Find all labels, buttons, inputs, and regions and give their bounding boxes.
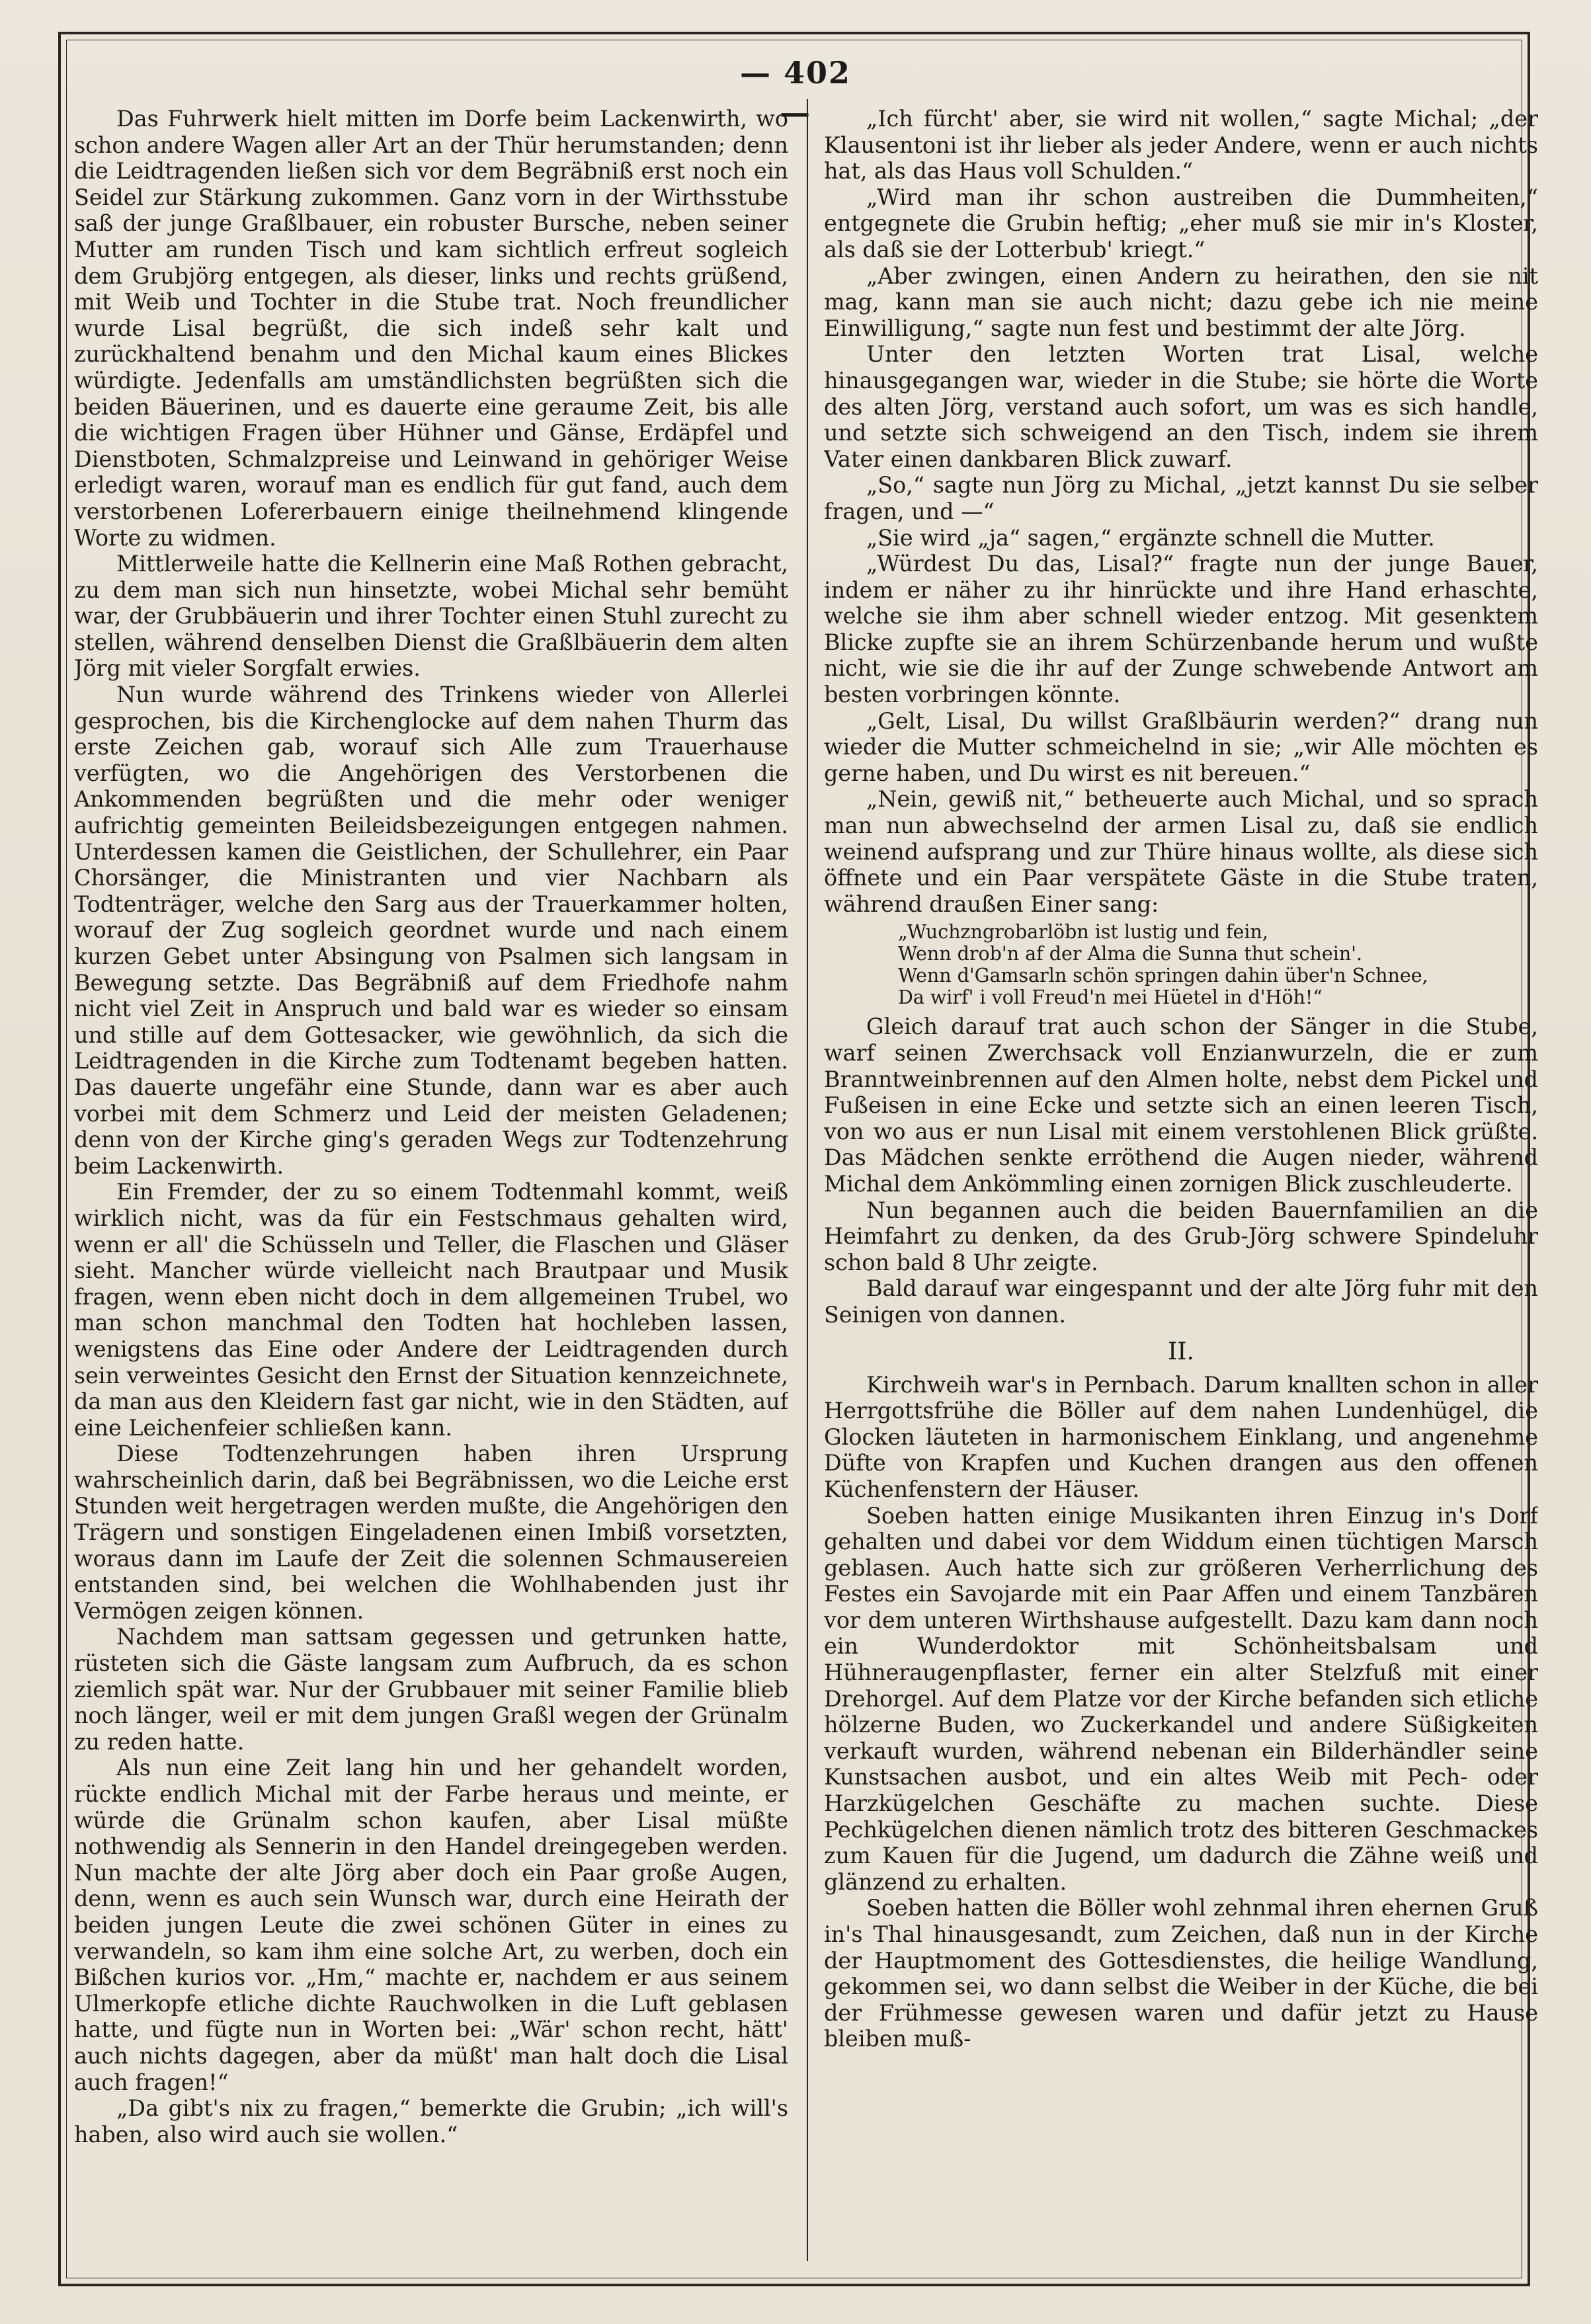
verse-line: „Wuchzngrobarlöbn ist lustig und fein, <box>898 921 1268 943</box>
paragraph: Mittlerweile hatte die Kellnerin eine Maß Rothen gebracht, zu dem man sich nun hinsetzte, wobei Michal sehr bemüht war, der Grubbäuerin und ihrer Tochter einen Stuhl zurecht zu stellen, während denselben Dienst die Graßlbäuerin dem alten Jörg mit vieler Sorgfalt erwies. <box>74 551 788 682</box>
paragraph: „So,“ sagte nun Jörg zu Michal, „jetzt kannst Du sie selber fragen, und —“ <box>824 472 1538 524</box>
paragraph: Soeben hatten einige Musikanten ihren Einzug in's Dorf gehalten und dabei vor dem Widdum einen tüchtigen Marsch geblasen. Auch hatte sich zur größeren Verherrlichung des Festes ein Savojarde mit ein Paar Affen und einem Tanzbären vor dem unteren Wirthshause aufgestellt. Dazu kam dann noch ein Wunderdoktor mit Schönheitsbalsam und Hühneraugenpflaster, ferner ein alter Stelzfuß mit einer Drehorgel. Auf dem Platze vor der Kirche befanden sich etliche hölzerne Buden, wo Zuckerkandel und andere Süßigkeiten verkauft wurden, während nebenan ein Bilderhändler seine Kunstsachen ausbot, und ein altes Weib mit Pech- oder Harzkügelchen Geschäfte zu machen suchte. Diese Pechkügelchen dienen nämlich trotz des bitteren Geschmackes zum Kauen für die Jugend, um dadurch die Zähne weiß und glänzend zu erhalten. <box>824 1502 1538 1895</box>
paragraph: Ein Fremder, der zu so einem Todtenmahl kommt, weiß wirklich nicht, was da für ein Festschmaus gehalten wird, wenn er all' die Schüsseln und Teller, die Flaschen und Gläser sieht. Mancher würde vielleicht nach Brautpaar und Musik fragen, wenn eben nicht doch in dem allgemeinen Trubel, wo man schon manchmal den Todten hat hochleben lassen, wenigstens das Eine oder Andere der Leidtragenden durch sein verweintes Gesicht den Ernst der Situation kennzeichnete, da man aus den Kleidern fast gar nicht, wie in den Städten, auf eine Leichenfeier schließen kann. <box>74 1179 788 1441</box>
section-heading: II. <box>1168 1338 1194 1365</box>
paragraph: Nachdem man sattsam gegessen und getrunken hatte, rüsteten sich die Gäste langsam zum Aufbruch, da es schon ziemlich spät war. Nur der Grubbauer mit seiner Familie blieb noch länger, weil er mit dem jungen Graßl wegen der Grünalm zu reden hatte. <box>74 1624 788 1755</box>
paragraph: Nun begannen auch die beiden Bauernfamilien an die Heimfahrt zu denken, da des Grub-Jörg schwere Spindeluhr schon bald 8 Uhr zeigte. <box>824 1197 1538 1275</box>
paragraph: Soeben hatten die Böller wohl zehnmal ihren ehernen Gruß in's Thal hinausgesandt, zum Zeichen, daß nun in der Kirche der Hauptmoment des Gottesdienstes, die heilige Wandlung, gekommen sei, wo dann selbst die Weiber in der Küche, die bei der Frühmesse gewesen waren und dafür jetzt zu Hause bleiben muß- <box>824 1895 1538 2052</box>
paragraph: Unter den letzten Worten trat Lisal, welche hinausgegangen war, wieder in die Stube; sie hörte die Worte des alten Jörg, verstand auch sofort, um was es sich handle, und setzte sich schweigend an den Tisch, indem sie ihrem Vater einen dankbaren Blick zuwarf. <box>824 341 1538 472</box>
paragraph: „Würdest Du das, Lisal?“ fragte nun der junge Bauer, indem er näher zu ihr hinrückte und ihre Hand erhaschte, welche sie ihm aber schnell wieder entzog. Mit gesenktem Blicke zupfte sie an ihrem Schürzenbande herum und wußte nicht, wie sie die ihr auf der Zunge schwebende Antwort am besten vorbringen könnte. <box>824 551 1538 708</box>
paragraph: Nun wurde während des Trinkens wieder von Allerlei gesprochen, bis die Kirchenglocke auf dem nahen Thurm das erste Zeichen gab, worauf sich Alle zum Trauerhause verfügten, wo die Angehörigen des Verstorbenen die Ankommenden begrüßten und die mehr oder weniger aufrichtig gemeinten Beileidsbezeigungen entgegen nahmen. Unterdessen kamen die Geistlichen, der Schullehrer, ein Paar Chorsänger, die Ministranten und vier Nachbarn als Todtenträger, welche den Sarg aus der Trauerkammer holten, worauf der Zug sogleich geordnet wurde und nach einem kurzen Gebet unter Absingung von Psalmen sich langsam in Bewegung setzte. Das Begräbniß auf dem Friedhofe nahm nicht viel Zeit in Anspruch und bald war es wieder so einsam und stille auf dem Gottesacker, wie gewöhnlich, da sich die Leidtragenden in die Kirche zum Todtenamt begeben hatten. Das dauerte ungefähr eine Stunde, dann war es aber auch vorbei mit dem Schmerz und Leid der meisten Geladenen; denn von der Kirche ging's geraden Wegs zur Todtenzehrung beim Lackenwirth. <box>74 682 788 1179</box>
paragraph: Bald darauf war eingespannt und der alte Jörg fuhr mit den Seinigen von dannen. <box>824 1275 1538 1328</box>
page-number: — 402 — <box>739 55 852 130</box>
paragraph: „Da gibt's nix zu fragen,“ bemerkte die Grubin; „ich will's haben, also wird auch sie wollen.“ <box>74 2095 788 2147</box>
column-divider <box>807 99 808 2261</box>
paragraph: Kirchweih war's in Pernbach. Darum knallten schon in aller Herrgottsfrühe die Böller auf dem nahen Lundenhügel, die Glocken läuteten in harmonischem Einklang, und angenehme Düfte von Krapfen und Kuchen drangen aus den offenen Küchenfenstern der Häuser. <box>824 1371 1538 1502</box>
paragraph: Gleich darauf trat auch schon der Sänger in die Stube, warf seinen Zwerchsack voll Enzianwurzeln, die er zum Branntweinbrennen auf den Almen holte, nebst dem Pickel und Fußeisen in eine Ecke und setzte sich an einen leeren Tisch, von wo aus er nun Lisal mit einem verstohlenen Blick grüßte. Das Mädchen senkte erröthend die Augen nieder, während Michal dem Ankömmling einen zornigen Blick zuschleuderte. <box>824 1014 1538 1197</box>
paragraph: „Gelt, Lisal, Du willst Graßlbäurin werden?“ drang nun wieder die Mutter schmeichelnd in sie; „wir Alle möchten es gerne haben, und Du wirst es nit bereuen.“ <box>824 707 1538 786</box>
paragraph: „Ich fürcht' aber, sie wird nit wollen,“ sagte Michal; „der Klausentoni ist ihr lieber als jeder Andere, wenn er auch nichts hat, als das Haus voll Schulden.“ <box>824 106 1538 184</box>
paragraph: Das Fuhrwerk hielt mitten im Dorfe beim Lackenwirth, wo schon andere Wagen aller Art an der Thür herumstanden; denn die Leidtragenden ließen sich vor dem Begräbniß erst noch ein Seidel zur Stärkung zukommen. Ganz vorn in der Wirthsstube saß der junge Graßlbauer, ein robuster Bursche, neben seiner Mutter am runden Tisch und kam sichtlich erfreut sogleich dem Grubjörg entgegen, als dieser, links und rechts grüßend, mit Weib und Tochter in die Stube trat. Noch freundlicher wurde Lisal begrüßt, die sich indeß sehr kalt und zurückhaltend benahm und den Michal kaum eines Blickes würdigte. Jedenfalls am umständlichsten begrüßten sich die beiden Bäuerinen, und es dauerte eine geraume Zeit, bis alle die wichtigen Fragen über Hühner und Gänse, Erdäpfel und Dienstboten, Schmalzpreise und Leinwand in gehöriger Weise erledigt waren, worauf man es endlich für gut fand, auch dem verstorbenen Lofererbauern einige theilnehmend klingende Worte zu widmen. <box>74 106 788 551</box>
paragraph: „Sie wird „ja“ sagen,“ ergänzte schnell die Mutter. <box>866 524 1435 551</box>
verse-line: Wenn drob'n af der Alma die Sunna thut schein'. <box>898 943 1363 965</box>
left-column <box>74 106 788 2255</box>
paragraph: Als nun eine Zeit lang hin und her gehandelt worden, rückte endlich Michal mit der Farbe heraus und meinte, er würde die Grünalm schon kaufen, aber Lisal müßte nothwendig als Sennerin in den Handel dreingegeben werden. Nun machte der alte Jörg aber doch ein Paar große Augen, denn, wenn es auch sein Wunsch war, durch eine Heirath der beiden jungen Leute die zwei schönen Güter in eines zu verwandeln, so kam ihm eine solche Art, zu werben, doch ein Bißchen kurios vor. „Hm,“ machte er, nachdem er aus seinem Ulmerkopfe etliche dichte Rauchwolken in die Luft geblasen hatte, und fügte nun in Worten bei: „Wär' schon recht, hätt' auch nichts dagegen, aber da müßt' man halt doch die Lisal auch fragen!“ <box>74 1755 788 2095</box>
verse-line: Da wirf' i voll Freud'n mei Hüetel in d'Höh!“ <box>898 986 1323 1009</box>
paragraph: „Nein, gewiß nit,“ betheuerte auch Michal, und so sprach man nun abwechselnd der armen Lisal zu, daß sie endlich weinend aufsprang und zur Thüre hinaus wollte, als diese sich öffnete und ein Paar verspätete Gäste in die Stube traten, während draußen Einer sang: <box>824 786 1538 917</box>
verse-line: Wenn d'Gamsarln schön springen dahin über'n Schnee, <box>898 965 1428 987</box>
paragraph: „Wird man ihr schon austreiben die Dummheiten,“ entgegnete die Grubin heftig; „eher muß sie mir in's Kloster, als daß sie der Lotterbub' kriegt.“ <box>824 184 1538 262</box>
paragraph: Diese Todtenzehrungen haben ihren Ursprung wahrscheinlich darin, daß bei Begräbnissen, wo die Leiche erst Stunden weit hergetragen werden mußte, die Angehörigen den Trägern und sonstigen Eingeladenen einen Imbiß vorsetzten, woraus dann im Laufe der Zeit die solennen Schmausereien entstanden sind, bei welchen die Wohlhabenden just ihr Vermögen zeigen können. <box>74 1441 788 1624</box>
right-column <box>824 106 1538 2255</box>
song-verse <box>898 921 1538 1008</box>
paragraph: „Aber zwingen, einen Andern zu heirathen, den sie nit mag, kann man sie auch nicht; dazu gebe ich nie meine Einwilligung,“ sagte nun fest und bestimmt der alte Jörg. <box>824 262 1538 341</box>
